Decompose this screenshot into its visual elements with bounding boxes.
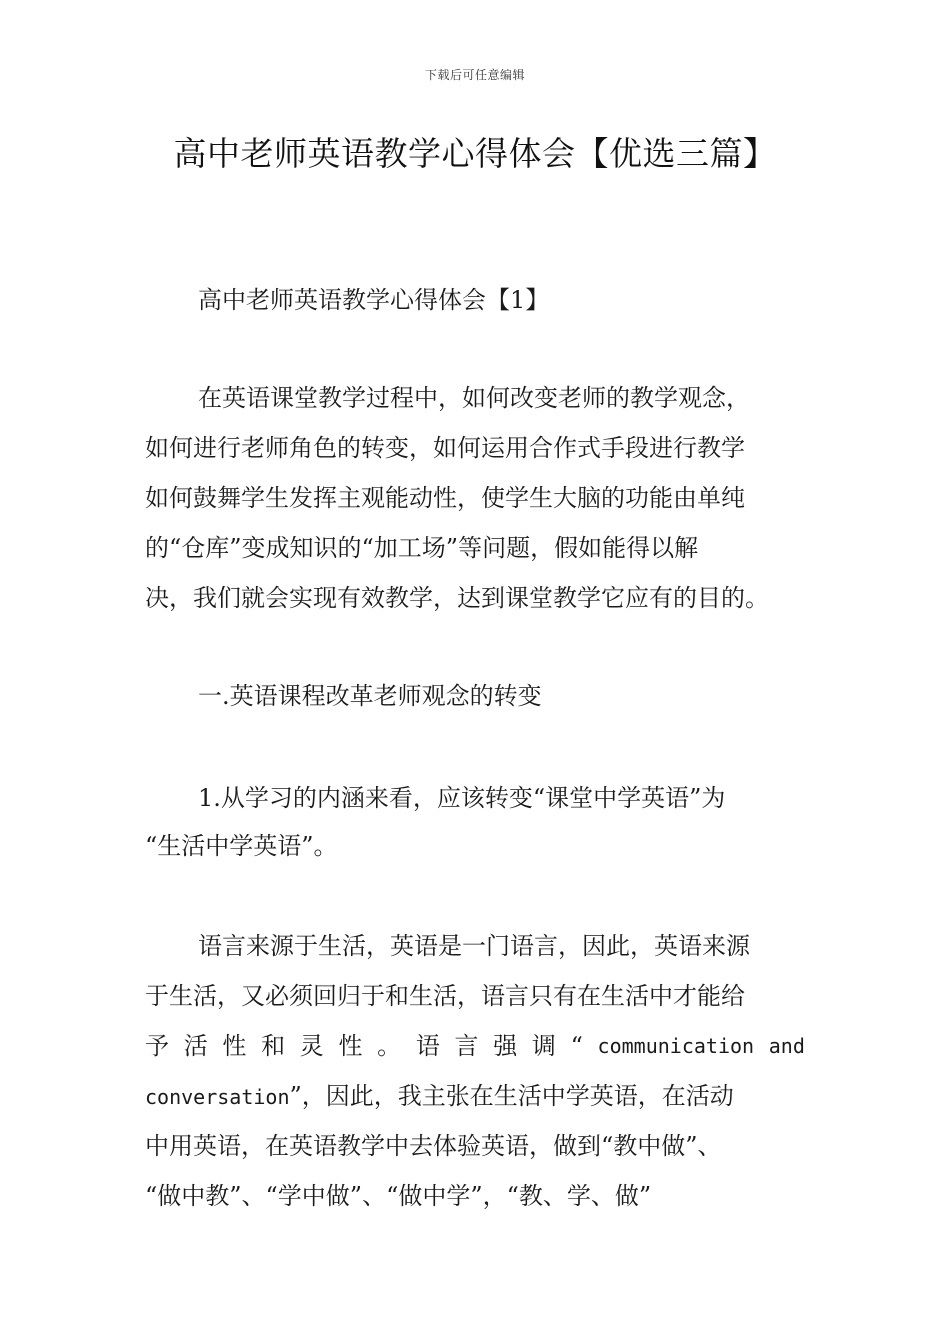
- paragraph-line: 1.从学习的内涵来看，应该转变“课堂中学英语”为: [198, 784, 726, 812]
- paragraph-line-justified: [145, 1030, 805, 1062]
- text-token: 灵: [299, 1032, 324, 1060]
- paragraph-line: 于生活，又必须回归于和生活，语言只有在生活中才能给: [145, 982, 745, 1010]
- text-token: 性: [222, 1032, 247, 1060]
- text-token: 言: [454, 1032, 479, 1060]
- text-token: 予: [145, 1032, 169, 1060]
- text-token: 强: [493, 1032, 518, 1060]
- paragraph-line: 的“仓库”变成知识的“加工场”等问题，假如能得以解: [145, 534, 699, 562]
- text-token: 。: [377, 1032, 402, 1060]
- text-token: 性: [338, 1032, 363, 1060]
- text-run: ”，因此，我主张在生活中学英语，在活动: [289, 1082, 734, 1110]
- text-token: 语: [415, 1032, 440, 1060]
- paragraph-line: 语言来源于生活，英语是一门语言，因此，英语来源: [198, 932, 750, 960]
- paragraph-line: 如何鼓舞学生发挥主观能动性，使学生大脑的功能由单纯: [145, 484, 745, 512]
- paragraph-line: [145, 1080, 805, 1112]
- paragraph-line: 如何进行老师角色的转变，如何运用合作式手段进行教学: [145, 434, 745, 462]
- paragraph-line: “做中教”、“学中做”、“做中学”，“教、学、做”: [145, 1182, 652, 1210]
- paragraph-line: 中用英语，在英语教学中去体验英语，做到“教中做”、: [145, 1132, 722, 1160]
- header-note: 下载后可任意编辑: [424, 68, 525, 82]
- text-token: 和: [261, 1032, 286, 1060]
- text-token: and: [768, 1034, 805, 1058]
- text-token: “: [570, 1032, 583, 1060]
- document-title: 高中老师英语教学心得体会【优选三篇】: [173, 134, 777, 173]
- paragraph-line: 在英语课堂教学过程中，如何改变老师的教学观念，: [198, 384, 750, 412]
- text-token: communication: [597, 1034, 755, 1058]
- section-heading: 一.英语课程改革老师观念的转变: [198, 682, 542, 710]
- english-word: conversation: [145, 1085, 290, 1109]
- text-token: 调: [531, 1032, 556, 1060]
- paragraph-line: 决，我们就会实现有效教学，达到课堂教学它应有的目的。: [145, 584, 769, 612]
- section-heading: 高中老师英语教学心得体会【1】: [198, 286, 550, 314]
- text-token: 活: [183, 1032, 208, 1060]
- paragraph-line: “生活中学英语”。: [145, 832, 338, 860]
